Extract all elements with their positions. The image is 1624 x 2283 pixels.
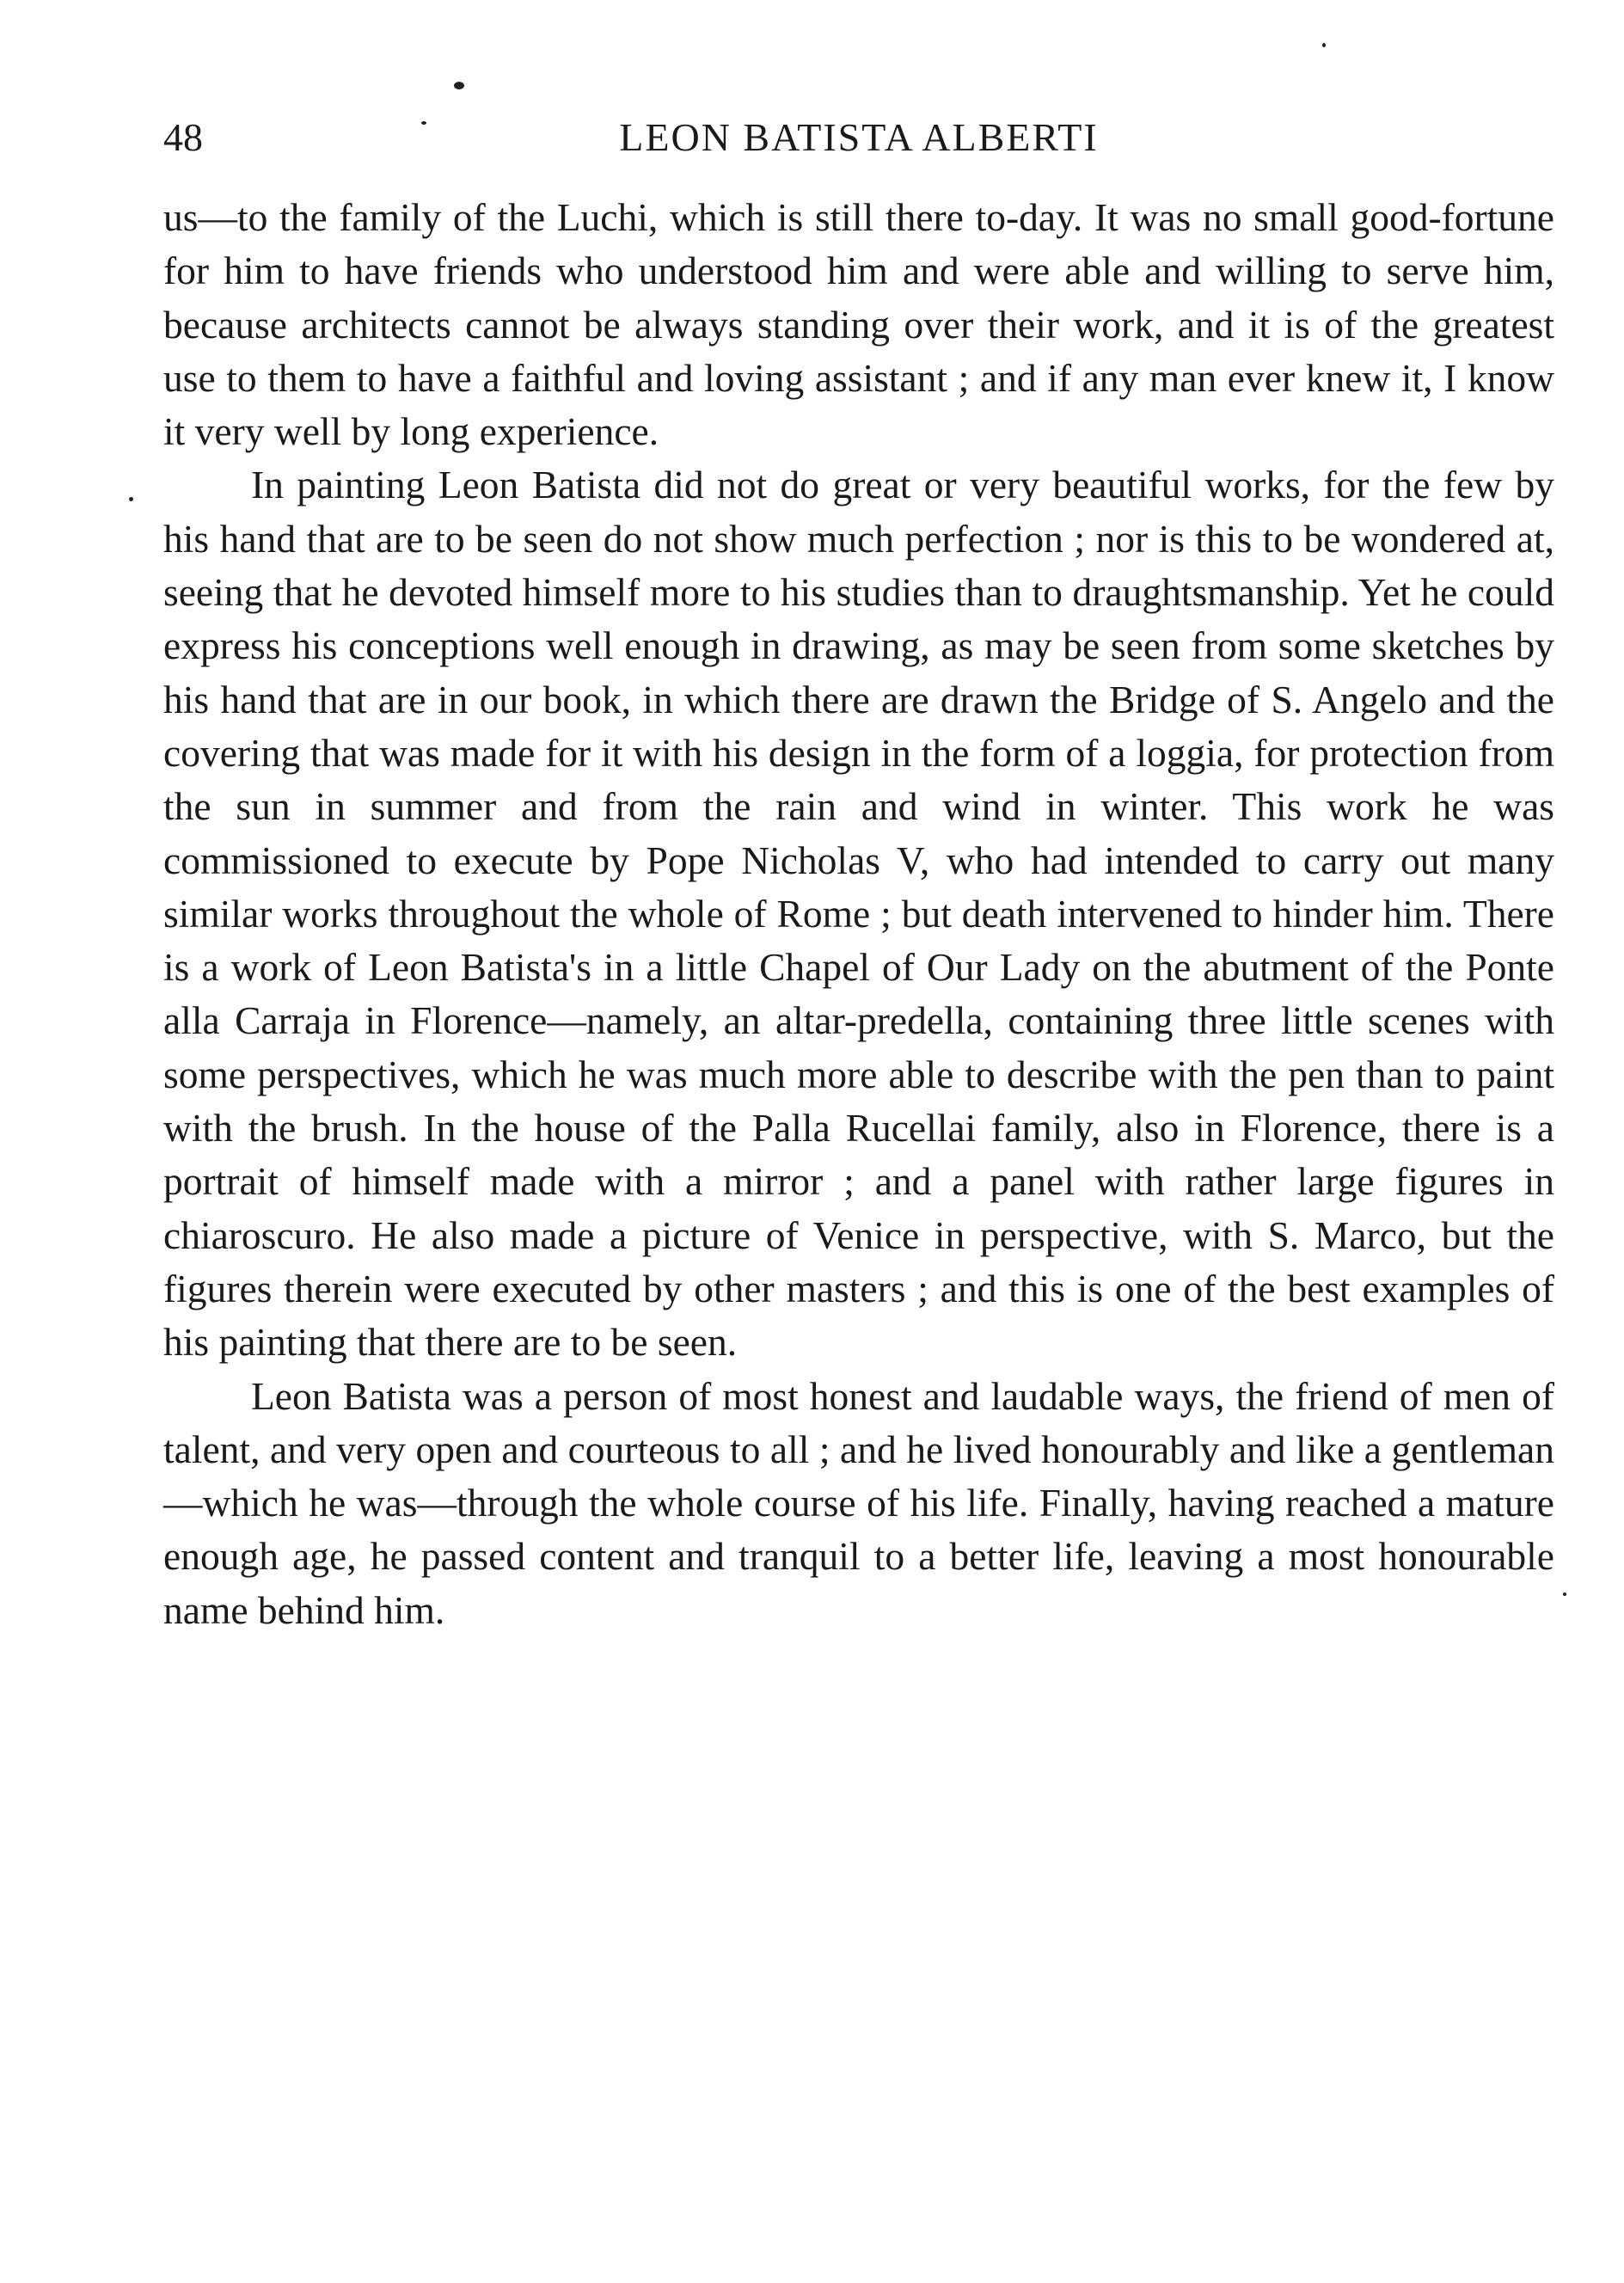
- print-speck: [1563, 1593, 1566, 1596]
- paragraph-painting: In painting Leon Batista did not do great or very beautiful works, for the few by his hand that are to be seen do not show much perfection ; nor is this to be wondered at, seeing that he devoted himself more to his studies than to draughtsmanship. Yet he could express his conceptions well enough in drawing, as may be seen from some sketches by his hand that are in our book, in which there are drawn the Bridge of S. Angelo and the covering that was made for it with his design in the form of a loggia, for protection from the sun in summer and from the rain and wind in winter. This work he was commissioned to execute by Pope Nicholas V, who had intended to carry out many similar works throughout the whole of Rome ; but death intervened to hinder him. There is a work of Leon Batista's in a little Chapel of Our Lady on the abutment of the Ponte alla Carraja in Florence—namely, an altar-predella, containing three little scenes with some perspectives, which he was much more able to describe with the pen than to paint with the brush. In the house of the Palla Rucellai family, also in Florence, there is a portrait of himself made with a mirror ; and a panel with rather large figures in chiaroscuro. He also made a picture of Venice in perspective, with S. Marco, but the figures therein were executed by other masters ; and this is one of the best examples of his painting that there are to be seen.: [163, 463, 1554, 1365]
- print-speck: [129, 497, 133, 501]
- print-speck: [421, 121, 426, 125]
- running-head: [163, 107, 1554, 168]
- print-speck: [454, 82, 464, 89]
- running-title: LEON BATISTA ALBERTI: [619, 115, 1099, 159]
- body-text: [163, 191, 1554, 1637]
- paragraph-character: Leon Batista was a person of most honest and laudable ways, the friend of men of talent, and very open and courteous to all ; and he lived honourably and like a gentleman—which he was—through the whole course of his life. Finally, having reached a mature enough age, he passed content and tranquil to a better life, leaving a most honourable name behind him.: [163, 1373, 1554, 1632]
- page-number: 48: [163, 115, 203, 159]
- paragraph-continued: us—to the family of the Luchi, which is still there to-day. It was no small good-fortune for him to have friends who understood him and were able and willing to serve him, because architects cannot be always standing over their work, and it is of the greatest use to them to have a faithful and loving assistant ; and if any man ever knew it, I know it very well by long experience.: [163, 195, 1554, 454]
- print-speck: [1322, 43, 1326, 47]
